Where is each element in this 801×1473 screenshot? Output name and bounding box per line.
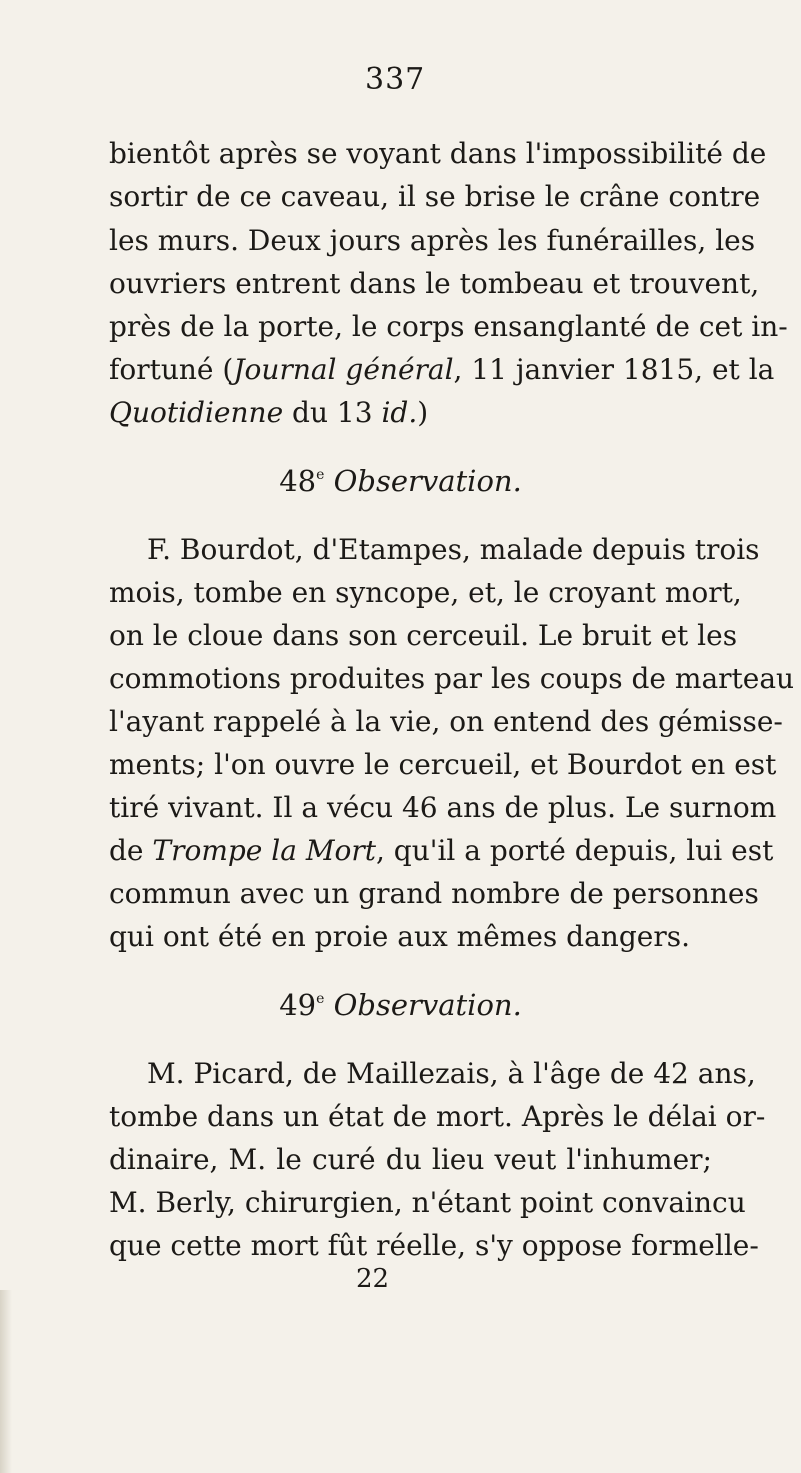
text-line: qui ont été en proie aux mêmes dangers.	[109, 920, 690, 953]
signature-mark: 22	[356, 1264, 390, 1294]
text-line: les murs. Deux jours après les funérailles, les	[109, 224, 756, 257]
ibid-abbrev: id.	[381, 396, 418, 429]
text-line-nickname	[109, 831, 774, 871]
section-heading-49	[0, 985, 801, 1025]
nickname: Trompe la Mort	[152, 834, 376, 867]
text-span: de	[109, 834, 153, 867]
heading-title: Observation.	[333, 988, 522, 1022]
journal-title: Journal général	[233, 353, 454, 386]
heading-number: 48	[279, 464, 317, 498]
text-span: fortuné (	[109, 353, 234, 386]
text-line: mois, tombe en syncope, et, le croyant mort,	[109, 576, 742, 609]
text-span: )	[417, 396, 429, 429]
text-line: près de la porte, le corps ensanglanté de cet in-	[109, 310, 788, 343]
journal-title: Quotidienne	[109, 396, 284, 429]
section-heading-48	[0, 461, 801, 501]
text-line-citation	[109, 350, 775, 390]
heading-number: 49	[279, 988, 317, 1022]
text-line: F. Bourdot, d'Etampes, malade depuis trois	[147, 533, 760, 566]
text-line: dinaire, M. le curé du lieu veut l'inhumer;	[109, 1143, 712, 1176]
text-span: , 11 janvier 1815, et la	[453, 353, 775, 386]
text-line: ouvriers entrent dans le tombeau et trouvent,	[109, 267, 760, 300]
heading-title: Observation.	[333, 464, 522, 498]
text-line: M. Picard, de Maillezais, à l'âge de 42 ans,	[147, 1057, 756, 1090]
text-line: commun avec un grand nombre de personnes	[109, 877, 759, 910]
text-line: M. Berly, chirurgien, n'étant point convaincu	[109, 1186, 746, 1219]
text-line-citation-end	[109, 393, 712, 433]
text-line: l'ayant rappelé à la vie, on entend des gémisse-	[109, 705, 783, 738]
text-line: tombe dans un état de mort. Après le délai or-	[109, 1100, 766, 1133]
text-line: bientôt après se voyant dans l'impossibilité de	[109, 137, 767, 170]
text-line: on le cloue dans son cerceuil. Le bruit et les	[109, 619, 738, 652]
page-edge-shadow	[0, 1290, 12, 1473]
text-line: que cette mort fût réelle, s'y oppose formelle-	[109, 1229, 759, 1262]
heading-ordinal: e	[316, 467, 325, 483]
text-line: ments; l'on ouvre le cercueil, et Bourdot en est	[109, 748, 777, 781]
text-span: du 13	[283, 396, 382, 429]
text-line: tiré vivant. Il a vécu 46 ans de plus. Le surnom	[109, 791, 777, 824]
page-number: 337	[365, 62, 426, 97]
text-line: commotions produites par les coups de marteau	[109, 662, 795, 695]
text-line: sortir de ce caveau, il se brise le crâne contre	[109, 180, 761, 213]
heading-ordinal: e	[316, 991, 325, 1007]
text-span: , qu'il a porté depuis, lui est	[375, 834, 774, 867]
